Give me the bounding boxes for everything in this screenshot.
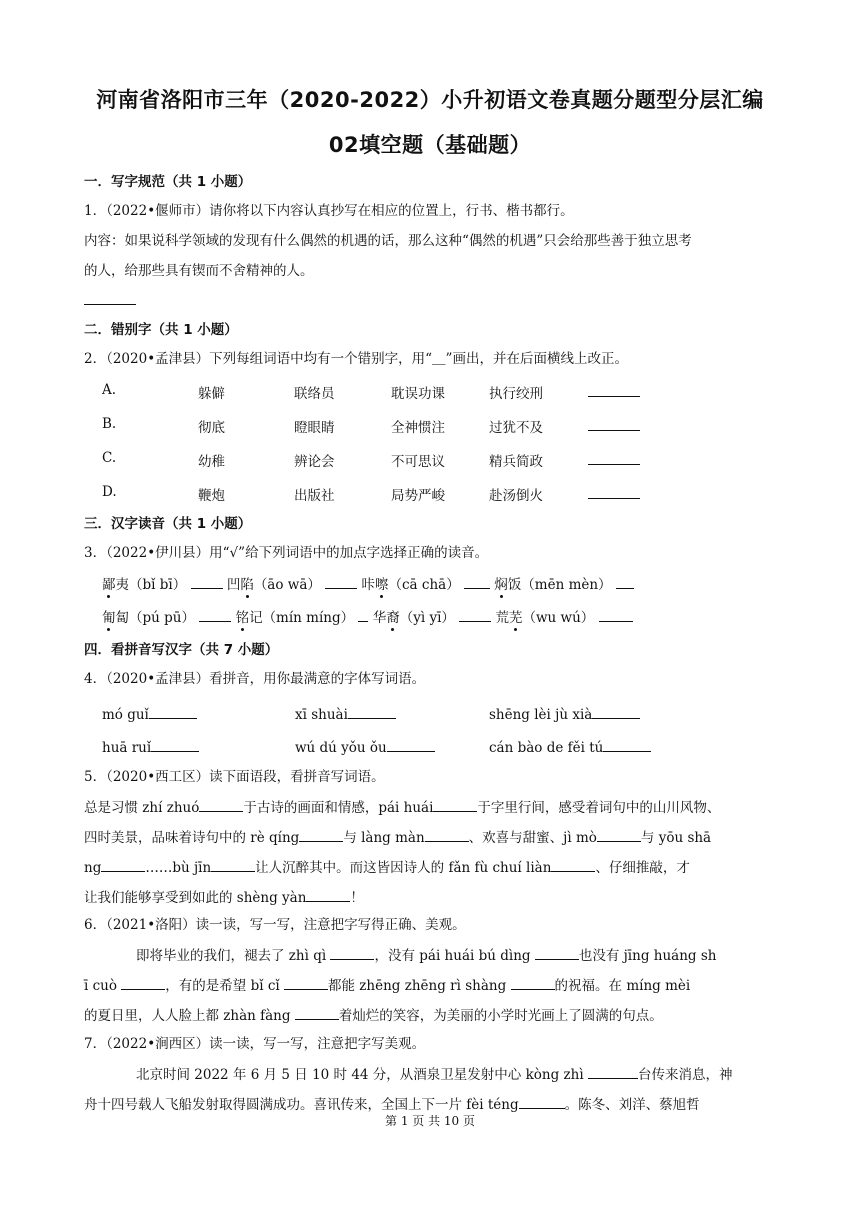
pronunciation-row-1: 鄙夷（bǐ bī） 凹陷（āo wā） 咔嚓（cā chā） 焖饭（mēn mèn） — [102, 574, 634, 595]
question-6-line-3: 的夏日里，人人脸上都 zhàn fàng 着灿烂的笑容，为美丽的小学时光画上了圆满的句点。 — [84, 1005, 663, 1026]
answer-blank[interactable] — [464, 574, 490, 589]
question-5-line-2: 四时美景，品味着诗句中的 rè qíng 与 làng màn 、欢喜与甜蜜、jì mò 与 yōu shā — [84, 827, 711, 848]
question-6-prompt: 6．（2021•洛阳）读一读，写一写，注意把字写得正确、美观。 — [84, 917, 466, 933]
pinyin-item: wú dú yǒu ǒu — [295, 737, 435, 756]
word: 躲僻 — [198, 386, 225, 402]
answer-blank[interactable] — [101, 857, 145, 872]
answer-blank[interactable] — [588, 416, 640, 435]
dotted-char: 焖 — [494, 577, 508, 593]
answer-blank[interactable] — [616, 574, 634, 589]
section-heading-pinyin: 四．看拼音写汉字（共 7 小题） — [84, 642, 279, 658]
option-label: C. — [102, 450, 117, 466]
dotted-char: 陷 — [240, 577, 254, 593]
dotted-char: 匍 — [102, 610, 116, 626]
answer-blank[interactable] — [588, 450, 640, 469]
dotted-char: 铭 — [235, 610, 250, 626]
question-6-line-1: 即将毕业的我们，褪去了 zhì qì ，没有 pái huái bú dìng 也没有 jīng huáng sh — [136, 945, 716, 966]
pinyin-item: xī shuài — [295, 704, 396, 723]
dotted-char: 鄙 — [102, 577, 116, 593]
answer-blank[interactable] — [588, 484, 640, 503]
dotted-char: 嚓 — [374, 577, 389, 593]
answer-blank[interactable] — [151, 737, 199, 752]
document-title-line-1: 河南省洛阳市三年（2020-2022）小升初语文卷真题分题型分层汇编 — [96, 88, 764, 112]
answer-blank[interactable] — [348, 704, 396, 719]
answer-blank[interactable] — [358, 607, 368, 622]
answer-blank[interactable] — [284, 975, 328, 990]
section-heading-pronunciation: 三．汉字读音（共 1 小题） — [84, 516, 252, 532]
answer-blank[interactable] — [199, 797, 243, 812]
word: 联络员 — [294, 386, 335, 402]
answer-blank[interactable] — [511, 975, 555, 990]
answer-blank[interactable] — [191, 574, 223, 589]
pinyin-item: shēng lèi jù xià — [489, 704, 640, 723]
word: 局势严峻 — [391, 488, 445, 504]
answer-blank[interactable] — [84, 290, 136, 311]
pinyin-item: cán bào de fěi tú — [489, 737, 651, 756]
word: 精兵简政 — [489, 454, 543, 470]
question-1-content-b: 的人，给那些具有锲而不舍精神的人。 — [84, 263, 314, 279]
word: 执行绞刑 — [489, 386, 543, 402]
answer-blank[interactable] — [597, 827, 641, 842]
word: 过犹不及 — [489, 420, 543, 436]
word: 幼稚 — [198, 454, 225, 470]
dotted-char: 芜 — [509, 610, 523, 626]
answer-blank[interactable] — [121, 975, 165, 990]
answer-blank[interactable] — [535, 945, 579, 960]
answer-blank[interactable] — [459, 607, 491, 622]
page-footer: 第 1 页 共 10 页 — [385, 1114, 475, 1128]
word: 耽误功课 — [391, 386, 445, 402]
word: 鞭炮 — [198, 488, 225, 504]
section-heading-writing: 一．写字规范（共 1 小题） — [84, 174, 252, 190]
question-1-content-a: 内容：如果说科学领域的发现有什么偶然的机遇的话，那么这种“偶然的机遇”只会给那些善于独立思考 — [84, 233, 692, 249]
word: 辨论会 — [294, 454, 335, 470]
question-5-prompt: 5．（2020•西工区）读下面语段，看拼音写词语。 — [84, 769, 385, 785]
answer-blank[interactable] — [295, 1005, 339, 1020]
question-1-prompt: 1．（2022•偃师市）请你将以下内容认真抄写在相应的位置上，行书、楷书都行。 — [84, 203, 574, 219]
question-5-line-4: 让我们能够享受到如此的 shèng yàn ！ — [84, 887, 364, 908]
question-5-line-3: ng ……bù jīn 让人沉醉其中。而这皆因诗人的 fǎn fù chuí liàn 、仔细推敲，才 — [84, 857, 690, 878]
option-label: B. — [102, 416, 117, 432]
pinyin-item: huā ruǐ — [102, 737, 199, 756]
word: 彻底 — [198, 420, 225, 436]
document-title-line-2: 02填空题（基础题） — [328, 133, 532, 157]
question-7-line-2: 舟十四号载人飞船发射取得圆满成功。喜讯传来，全国上下一片 fèi téng 。陈冬、刘洋、蔡旭哲 — [84, 1094, 700, 1115]
section-heading-typos: 二．错别字（共 1 小题） — [84, 322, 238, 338]
answer-blank[interactable] — [603, 737, 651, 752]
option-label: D. — [102, 484, 117, 500]
answer-blank[interactable] — [519, 1094, 565, 1109]
word: 瞪眼睛 — [294, 420, 335, 436]
dotted-char: 裔 — [386, 610, 400, 626]
answer-blank[interactable] — [588, 382, 640, 401]
question-3-prompt: 3．（2022•伊川县）用“√”给下列词语中的加点字选择正确的读音。 — [84, 545, 489, 561]
answer-blank[interactable] — [330, 945, 374, 960]
word: 赴汤倒火 — [489, 488, 543, 504]
answer-blank[interactable] — [599, 607, 633, 622]
question-6-line-2: ī cuò ，有的是希望 bǐ cǐ 都能 zhēng zhēng rì shàng 的祝福。在 míng mèi — [84, 975, 690, 996]
answer-blank[interactable] — [325, 574, 357, 589]
option-label: A. — [102, 382, 117, 398]
word: 不可思议 — [391, 454, 445, 470]
answer-blank[interactable] — [588, 1064, 638, 1079]
answer-blank[interactable] — [387, 737, 435, 752]
answer-blank[interactable] — [592, 704, 640, 719]
question-7-prompt: 7．（2022•涧西区）读一读，写一写，注意把字写美观。 — [84, 1036, 426, 1052]
pronunciation-row-2: 匍匐（pú pū） 铭记（mín míng） 华裔（yì yī） 荒芜（wu wú） — [102, 607, 633, 628]
answer-blank[interactable] — [551, 857, 595, 872]
question-2-prompt: 2．（2020•孟津县）下列每组词语中均有一个错别字，用“＿”画出，并在后面横线上改正。 — [84, 351, 628, 367]
question-7-line-1: 北京时间 2022 年 6 月 5 日 10 时 44 分，从酒泉卫星发射中心 kòng zhì 台传来消息，神 — [136, 1064, 732, 1085]
answer-blank[interactable] — [425, 827, 469, 842]
word: 全神惯注 — [391, 420, 445, 436]
answer-blank[interactable] — [433, 797, 477, 812]
answer-blank[interactable] — [149, 704, 197, 719]
question-5-line-1: 总是习惯 zhí zhuó 于古诗的画面和情感，pái huái 于字里行间，感受着词句中的山川风物、 — [84, 797, 720, 818]
question-4-prompt: 4．（2020•孟津县）看拼音，用你最满意的字体写词语。 — [84, 671, 426, 687]
answer-blank[interactable] — [211, 857, 255, 872]
word: 出版社 — [294, 488, 335, 504]
answer-blank[interactable] — [306, 887, 350, 902]
pinyin-item: mó guǐ — [102, 704, 197, 723]
answer-blank[interactable] — [199, 607, 231, 622]
answer-blank[interactable] — [299, 827, 343, 842]
